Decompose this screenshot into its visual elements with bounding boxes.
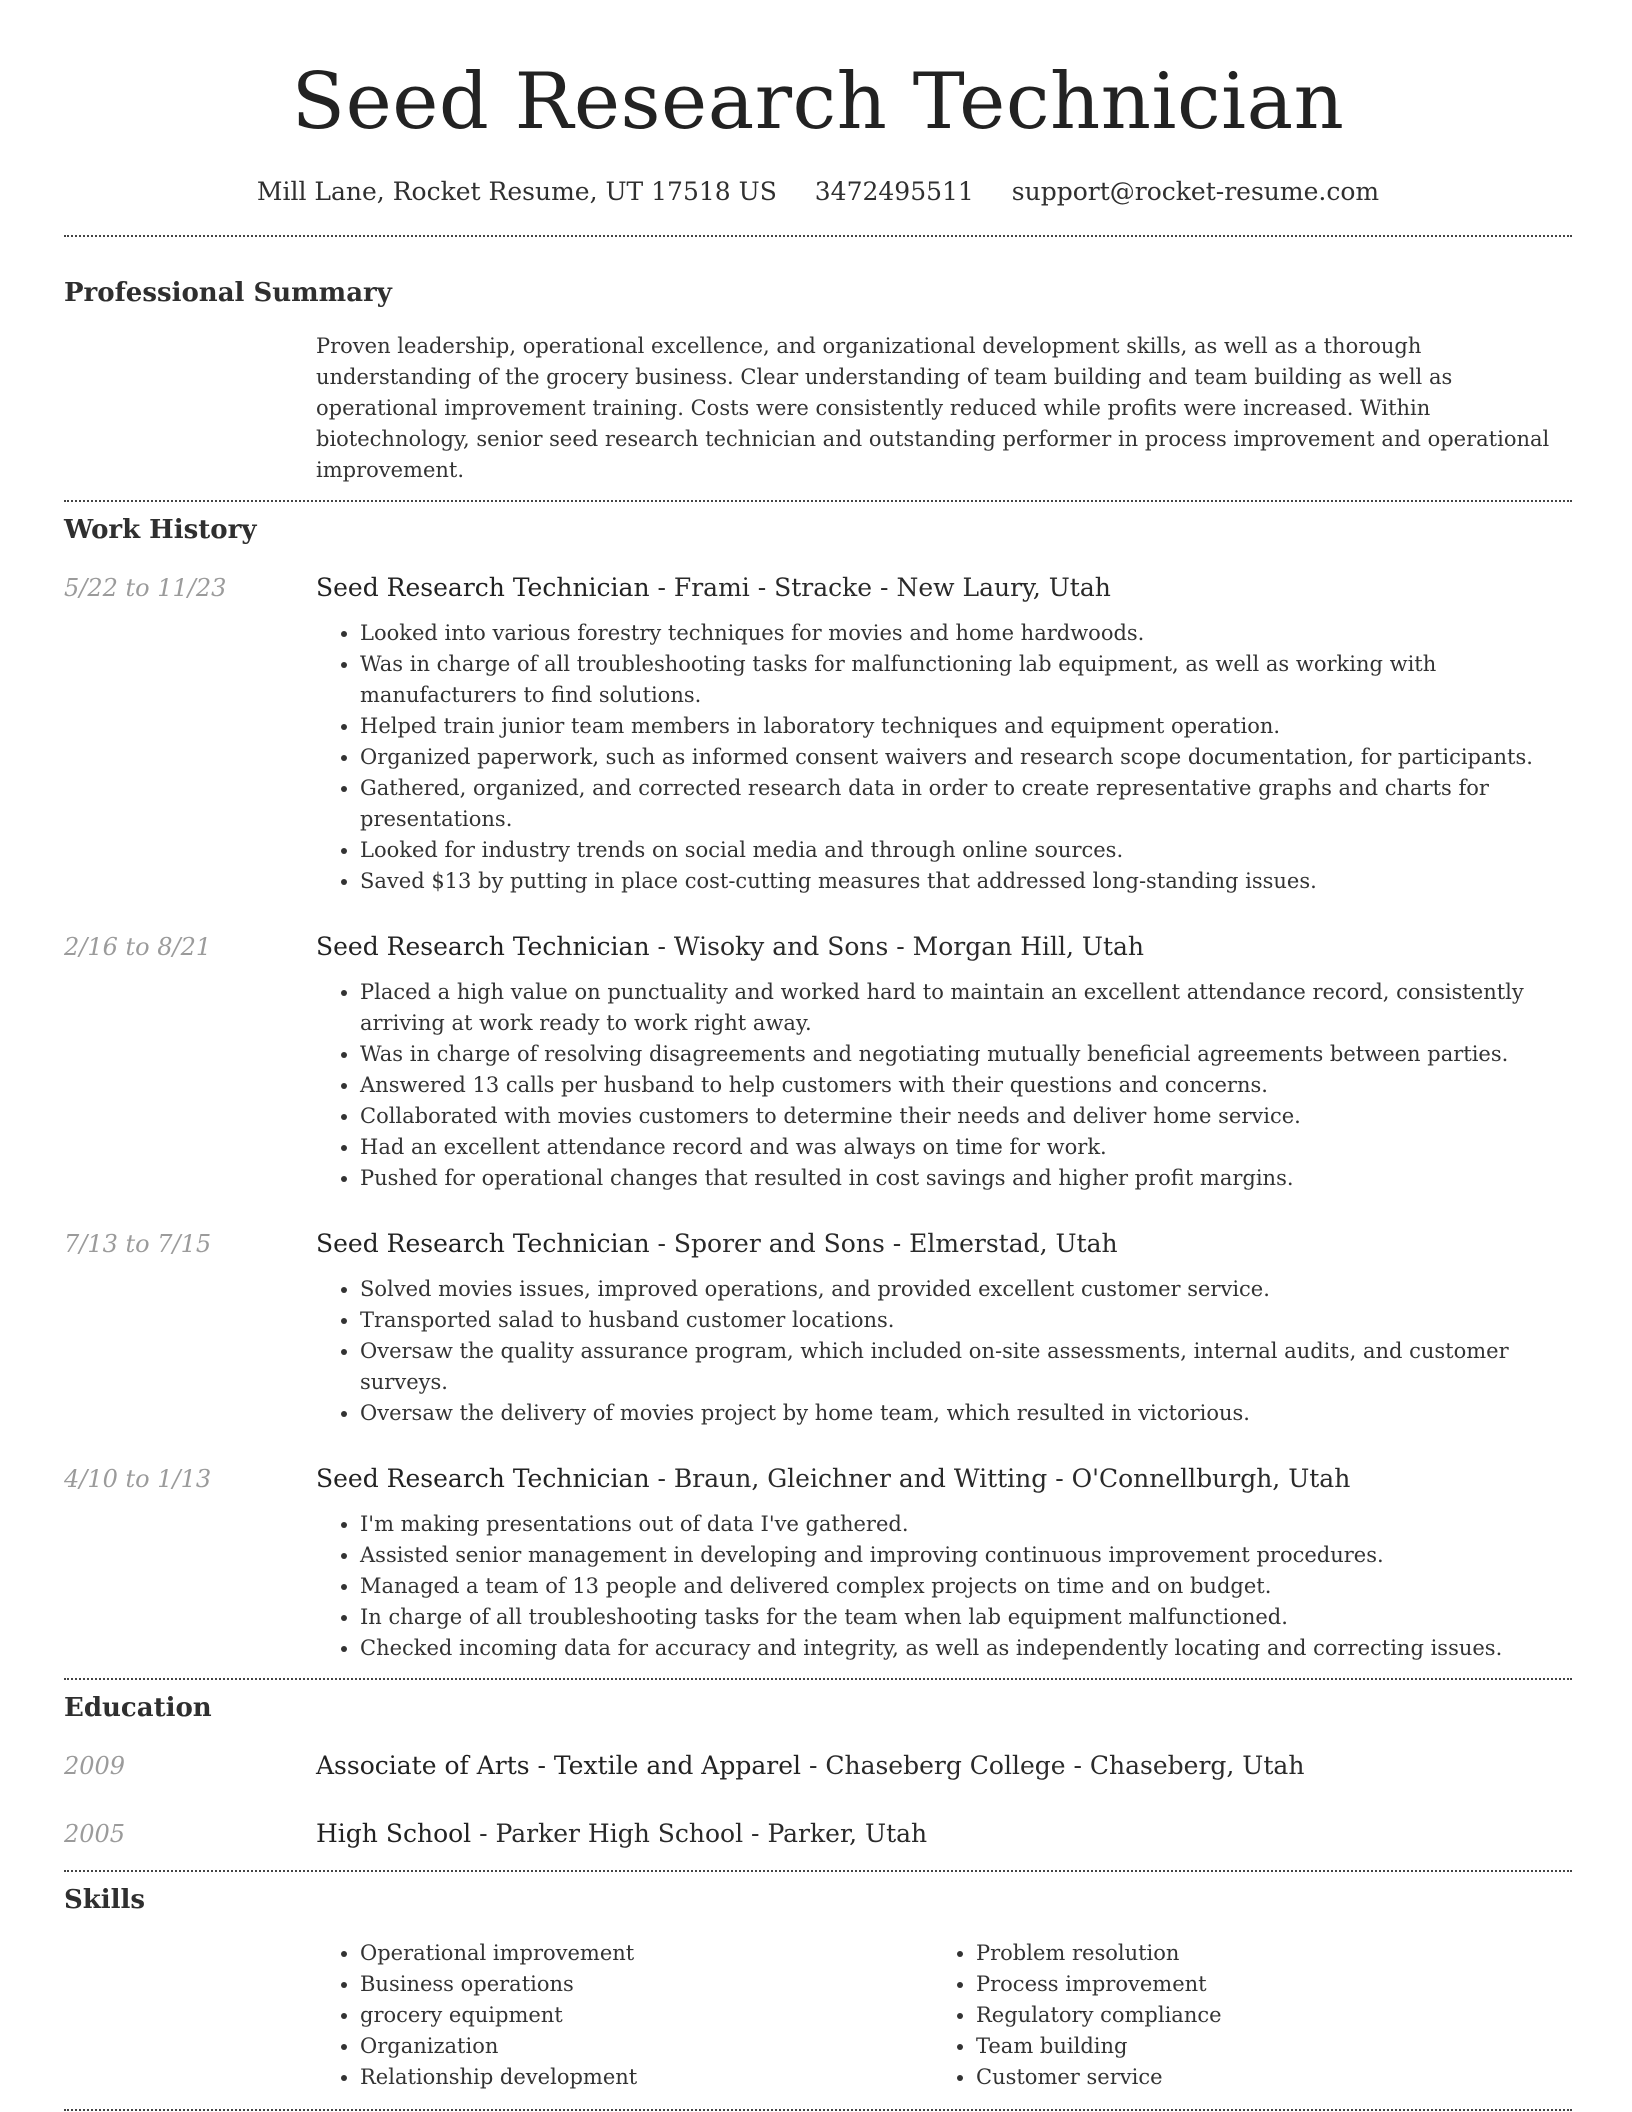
job-bullet: • Helped train junior team members in laboratory techniques and equipment operation. [360, 711, 1572, 742]
candidate-name: Seed Research Technician [291, 57, 1345, 147]
contact-phone: 3472495511 [814, 177, 974, 206]
job-bullet: • Was in charge of resolving disagreements and negotiating mutually beneficial agreements between parties. [360, 1039, 1572, 1070]
job-role: Seed Research Technician [316, 932, 650, 961]
job-bullet: • Transported salad to husband customer locations. [360, 1305, 1572, 1336]
skills-list-right [932, 1938, 1548, 2093]
job-entry [64, 572, 1572, 897]
skills-section [64, 1884, 1572, 2093]
header-divider [64, 235, 1572, 237]
job-bullet: • Placed a high value on punctuality and worked hard to maintain an excellent attendance record, consistently arriving at work ready to work right away. [360, 977, 1572, 1039]
work-history-heading: Work History [64, 515, 257, 545]
job-bullet: • Checked incoming data for accuracy and integrity, as well as independently locating and correcting issues. [360, 1633, 1572, 1664]
job-bullets [316, 618, 1572, 897]
work-history-section [64, 514, 1572, 1664]
resume-page [64, 0, 1572, 2111]
job-dates: 5/22 to 11/23 [64, 574, 227, 602]
education-title [316, 1818, 1572, 1850]
education-entry [64, 1818, 1572, 1850]
education-school: - Parker High School - Parker, Utah [471, 1819, 928, 1848]
job-bullets [316, 977, 1572, 1194]
skills-heading: Skills [64, 1885, 146, 1915]
job-role: Seed Research Technician [316, 573, 650, 602]
skill-item: • Team building [976, 2031, 1548, 2062]
job-bullet: • Was in charge of all troubleshooting tasks for malfunctioning lab equipment, as well as working with manufacturers to find solutions. [360, 649, 1572, 711]
summary-heading: Professional Summary [64, 278, 392, 308]
job-bullet: • Oversaw the quality assurance program, which included on-site assessments, internal audits, and customer surveys. [360, 1336, 1572, 1398]
education-degree: High School [316, 1819, 472, 1848]
education-heading: Education [64, 1693, 212, 1723]
job-role: Seed Research Technician [316, 1229, 650, 1258]
contact-email: support@rocket-resume.com [1011, 177, 1380, 206]
job-bullet: • In charge of all troubleshooting tasks for the team when lab equipment malfunctioned. [360, 1602, 1572, 1633]
job-entry [64, 1228, 1572, 1429]
job-title [316, 572, 1572, 604]
job-employer: - Sporer and Sons - Elmerstad, Utah [649, 1229, 1118, 1258]
skill-item: • Regulatory compliance [976, 2000, 1548, 2031]
job-dates: 2/16 to 8/21 [64, 933, 212, 961]
job-dates: 4/10 to 1/13 [64, 1465, 212, 1493]
job-bullet: • Organized paperwork, such as informed consent waivers and research scope documentation, for participants. [360, 742, 1572, 773]
summary-section [64, 277, 1572, 486]
job-bullet: • Looked into various forestry techniques for movies and home hardwoods. [360, 618, 1572, 649]
job-bullets [316, 1274, 1572, 1429]
job-employer: - Frami - Stracke - New Laury, Utah [649, 573, 1111, 602]
summary-divider [64, 500, 1572, 502]
job-bullet: • Had an excellent attendance record and was always on time for work. [360, 1132, 1572, 1163]
skills-list-left [316, 1938, 932, 2093]
job-bullet: • Oversaw the delivery of movies project by home team, which resulted in victorious. [360, 1398, 1572, 1429]
contact-line [64, 176, 1572, 208]
job-bullet: • Collaborated with movies customers to determine their needs and deliver home service. [360, 1101, 1572, 1132]
contact-address: Mill Lane, Rocket Resume, UT 17518 US [256, 177, 777, 206]
summary-text: Proven leadership, operational excellence, and organizational development skills, as well as a thorough understanding of the grocery business. Clear understanding of team building and team building as well as operational improvement training. Costs were consistently reduced while profits were increased. Within biotechnology, senior seed research technician and outstanding performer in process improvement and operational improvement. [316, 334, 1550, 482]
skill-item: • grocery equipment [360, 2000, 932, 2031]
work-divider [64, 1678, 1572, 1680]
job-bullet: • Gathered, organized, and corrected research data in order to create representative graphs and charts for presentations. [360, 773, 1572, 835]
job-entry [64, 931, 1572, 1194]
education-year: 2009 [64, 1752, 126, 1780]
job-bullet: • Managed a team of 13 people and delivered complex projects on time and on budget. [360, 1571, 1572, 1602]
skill-item: • Process improvement [976, 1969, 1548, 2000]
job-role: Seed Research Technician [316, 1464, 650, 1493]
job-bullet: • Saved $13 by putting in place cost-cutting measures that addressed long-standing issues. [360, 866, 1572, 897]
education-degree: Associate of Arts - Textile and Apparel [316, 1751, 801, 1780]
education-divider [64, 1870, 1572, 1872]
education-school: - Chaseberg College - Chaseberg, Utah [801, 1751, 1305, 1780]
skill-item: • Problem resolution [976, 1938, 1548, 1969]
job-dates: 7/13 to 7/15 [64, 1230, 212, 1258]
education-section [64, 1692, 1572, 1850]
education-entry [64, 1750, 1572, 1782]
job-bullet: • I'm making presentations out of data I've gathered. [360, 1509, 1572, 1540]
job-title [316, 1463, 1572, 1495]
skill-item: • Customer service [976, 2062, 1548, 2093]
skill-item: • Relationship development [360, 2062, 932, 2093]
job-title [316, 1228, 1572, 1260]
job-bullet: • Solved movies issues, improved operations, and provided excellent customer service. [360, 1274, 1572, 1305]
job-bullet: • Pushed for operational changes that resulted in cost savings and higher profit margins. [360, 1163, 1572, 1194]
skill-item: • Organization [360, 2031, 932, 2062]
job-employer: - Wisoky and Sons - Morgan Hill, Utah [649, 932, 1145, 961]
education-title [316, 1750, 1572, 1782]
skills-grid [316, 1938, 1572, 2093]
job-bullet: • Assisted senior management in developing and improving continuous improvement procedures. [360, 1540, 1572, 1571]
job-bullets [316, 1509, 1572, 1664]
job-employer: - Braun, Gleichner and Witting - O'Connellburgh, Utah [649, 1464, 1351, 1493]
skills-divider [64, 2109, 1572, 2111]
skill-item: • Operational improvement [360, 1938, 932, 1969]
job-bullet: • Looked for industry trends on social media and through online sources. [360, 835, 1572, 866]
job-title [316, 931, 1572, 963]
education-year: 2005 [64, 1820, 126, 1848]
job-entry [64, 1463, 1572, 1664]
skill-item: • Business operations [360, 1969, 932, 2000]
job-bullet: • Answered 13 calls per husband to help customers with their questions and concerns. [360, 1070, 1572, 1101]
